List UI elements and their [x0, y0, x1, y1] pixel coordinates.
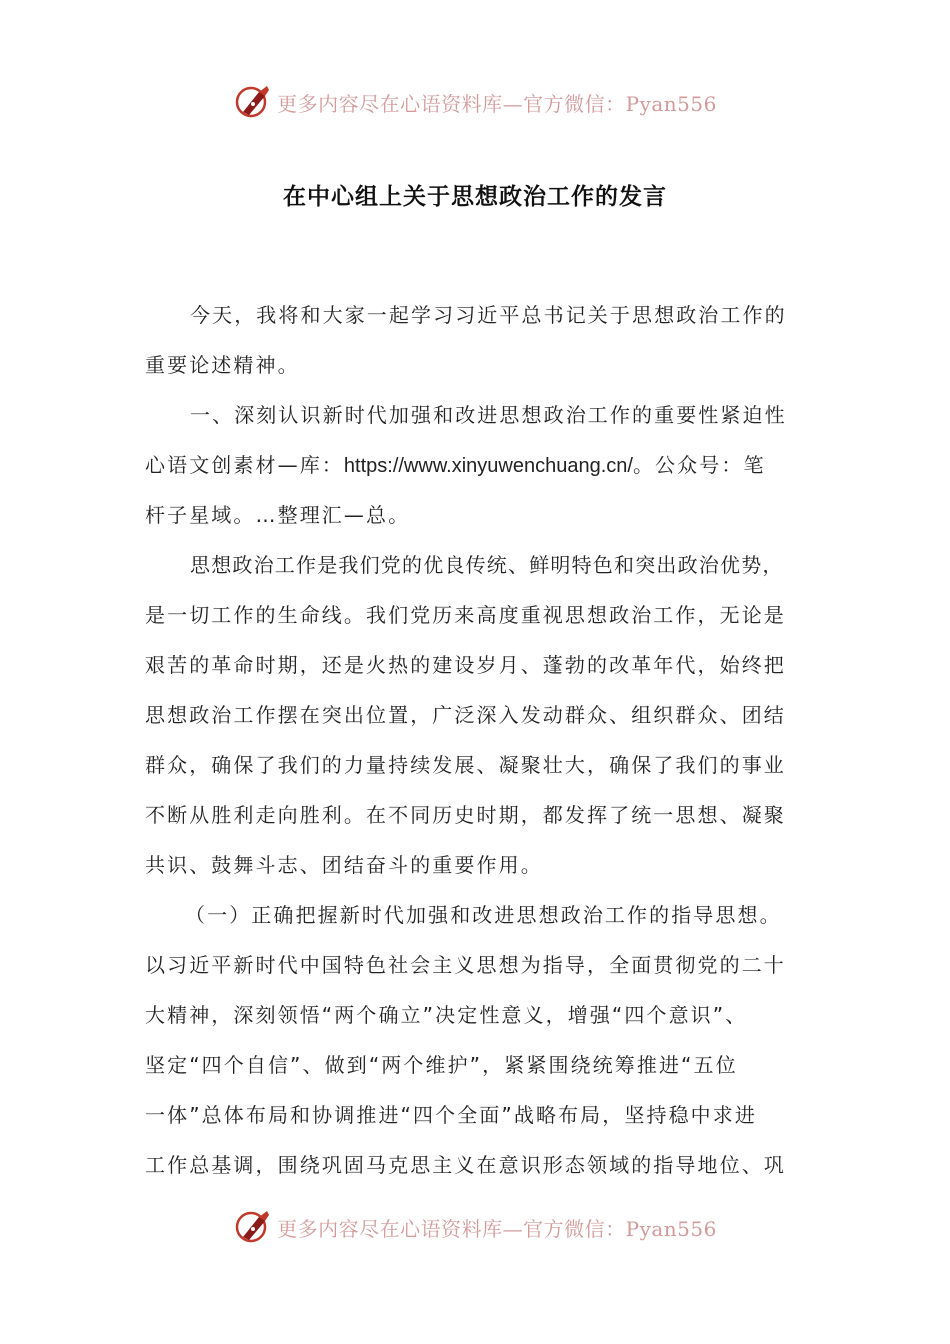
- paragraph-line: 工作总基调，围绕巩固马克思主义在意识形态领域的指导地位、巩: [145, 1153, 786, 1177]
- pen-nib-logo-icon: [233, 82, 273, 122]
- paragraph-line: 今天，我将和大家一起学习习近平总书记关于思想政治工作的: [190, 303, 787, 327]
- pen-nib-logo-icon: [233, 1207, 273, 1247]
- paragraph-line: 思想政治工作摆在突出位置，广泛深入发动群众、组织群众、团结: [145, 703, 786, 727]
- paragraph-line: 不断从胜利走向胜利。在不同历史时期，都发挥了统一思想、凝聚: [145, 803, 786, 827]
- watermark-text: 更多内容尽在心语资料库—官方微信：Pyan556: [277, 1216, 717, 1241]
- paragraph-line: 以习近平新时代中国特色社会主义思想为指导，全面贯彻党的二十: [145, 953, 786, 977]
- watermark-text: 更多内容尽在心语资料库—官方微信：Pyan556: [277, 91, 717, 116]
- paragraph-line: 是一切工作的生命线。我们党历来高度重视思想政治工作，无论是: [145, 603, 786, 627]
- paragraph-line: [145, 440, 810, 490]
- paragraph-line: 共识、鼓舞斗志、团结奋斗的重要作用。: [145, 853, 543, 877]
- document-body: [145, 290, 810, 1190]
- paragraph-line: 艰苦的革命时期，还是火热的建设岁月、蓬勃的改革年代，始终把: [145, 653, 786, 677]
- subsection-heading-line: （一）正确把握新时代加强和改进思想政治工作的指导思想。: [185, 903, 782, 927]
- paragraph-line: 杆子星域。…整理汇—总。: [145, 503, 411, 527]
- footer-watermark-banner: [0, 1207, 950, 1247]
- source-label: 心语文创素材—库：: [145, 453, 344, 477]
- source-url-link[interactable]: https://www.xinyuwenchuang.cn/: [343, 455, 633, 477]
- wechat-label: 。公众号：笔: [632, 453, 766, 477]
- paragraph-line: 大精神，深刻领悟“两个确立”决定性意义，增强“四个意识”、: [145, 1003, 748, 1027]
- paragraph-line: 坚定“四个自信”、做到“两个维护”，紧紧围绕统筹推进“五位: [145, 1053, 738, 1077]
- paragraph-line: 一体”总体布局和协调推进“四个全面”战略布局，坚持稳中求进: [145, 1103, 757, 1127]
- section-heading-line: 一、深刻认识新时代加强和改进思想政治工作的重要性紧迫性: [190, 403, 787, 427]
- header-watermark-banner: [0, 82, 950, 122]
- paragraph-line: 群众，确保了我们的力量持续发展、凝聚壮大，确保了我们的事业: [145, 753, 786, 777]
- paragraph-line: 思想政治工作是我们党的优良传统、鲜明特色和突出政治优势，: [190, 553, 784, 577]
- paragraph-line: 重要论述精神。: [145, 353, 300, 377]
- document-title: 在中心组上关于思想政治工作的发言: [283, 184, 667, 210]
